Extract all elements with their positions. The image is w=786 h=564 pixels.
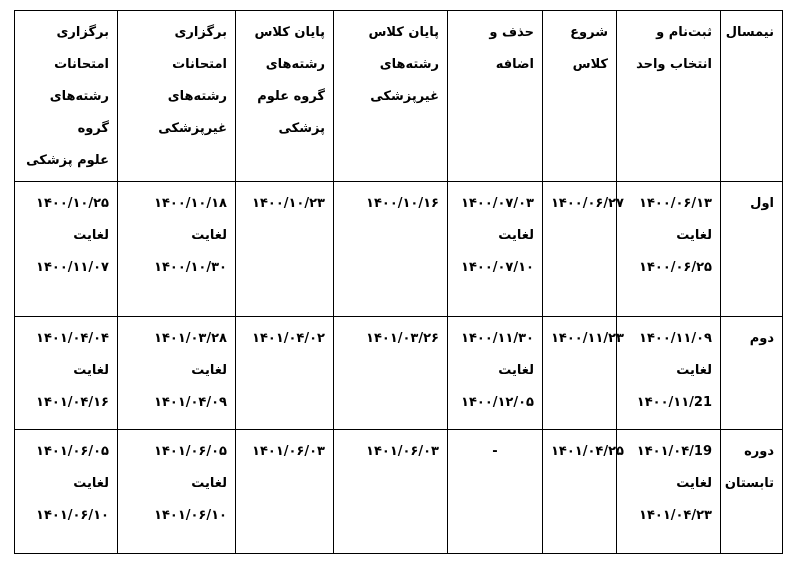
cell-line: ۱۴۰۰/۰۶/۲۷ — [551, 196, 624, 211]
cell-line: ۱۴۰۱/۰۶/۰۵ لغایت — [154, 444, 227, 491]
cell-line: ۱۴۰۱/۰۴/۰۴ — [36, 331, 109, 346]
header-end-nonmedical-line: پایان کلاس — [368, 25, 439, 40]
cell-line: ۱۴۰۰/۱۰/۳۰ — [154, 260, 227, 275]
cell-line: ۱۴۰۱/۰۴/۱۶ — [36, 395, 109, 410]
cell-add-drop — [448, 430, 543, 554]
cell-line: ۱۴۰۱/۰۶/۱۰ — [154, 508, 227, 523]
header-end-nonmedical-line: رشته‌های — [379, 57, 439, 72]
cell-exams-nonmedical — [118, 430, 236, 554]
header-class-start — [543, 11, 617, 182]
cell-line: دوره — [744, 444, 774, 459]
cell-end-medical — [236, 430, 334, 554]
header-end-medical — [236, 11, 334, 182]
cell-line: ۱۴۰۰/۱۰/۲۵ — [36, 196, 109, 211]
cell-line: ۱۴۰۰/۰۶/۱۳ — [639, 196, 712, 211]
cell-line: ۱۴۰۱/۰۶/۰۳ — [366, 444, 439, 459]
cell-line: لغایت — [676, 363, 712, 378]
header-registration — [617, 11, 721, 182]
header-class-start-line: شروع — [570, 25, 608, 40]
header-exams-nonmedical-line: برگزاری امتحانات — [172, 25, 227, 72]
cell-line: ۱۴۰۰/۱۱/۰۷ — [36, 260, 109, 275]
cell-line: ۱۴۰۰/۰۶/۲۵ — [639, 260, 712, 275]
cell-line: لغایت — [73, 476, 109, 491]
cell-line: ۱۴۰۱/۰۳/۲۶ — [366, 331, 439, 346]
cell-line: ۱۴۰۱/۰۴/۰۲ — [252, 331, 325, 346]
table-row — [15, 317, 783, 430]
header-end-medical-line: رشته‌های — [265, 57, 325, 72]
cell-line: ۱۴۰۰/۱۱/۳۰ — [461, 331, 534, 346]
cell-line: ۱۴۰۰/۱۱/۲۳ — [551, 331, 624, 346]
cell-line: ۱۴۰۱/۰۴/۲۳ — [639, 508, 712, 523]
header-exams-medical-line: امتحانات — [54, 57, 109, 72]
cell-exams-nonmedical — [118, 182, 236, 317]
header-add-drop-line: اضافه — [495, 57, 534, 72]
cell-exams-medical — [15, 317, 118, 430]
cell-line: ۱۴۰۱/۰۳/۲۸ لغایت — [154, 331, 227, 378]
table-row — [15, 182, 783, 317]
cell-line: لغایت — [73, 228, 109, 243]
cell-line: ۱۴۰۰/۱۰/۲۳ — [252, 196, 325, 211]
header-registration-line: ثبت‌نام و — [656, 25, 712, 40]
header-end-nonmedical — [334, 11, 448, 182]
header-add-drop — [448, 11, 543, 182]
cell-line: لغایت — [498, 228, 534, 243]
cell-exams-nonmedical — [118, 317, 236, 430]
cell-line: ۱۴۰۰/۱۱/21 — [636, 395, 712, 410]
cell-semester — [721, 317, 783, 430]
table-row — [15, 430, 783, 554]
header-semester-line: نیمسال — [725, 25, 774, 40]
cell-line: ۱۴۰۱/۰۴/19 — [636, 444, 712, 459]
header-exams-nonmedical — [118, 11, 236, 182]
cell-line: ۱۴۰۱/۰۶/۱۰ — [36, 508, 109, 523]
cell-registration — [617, 317, 721, 430]
cell-registration — [617, 430, 721, 554]
cell-end-nonmedical — [334, 317, 448, 430]
header-registration-line: انتخاب واحد — [636, 57, 712, 72]
cell-line: ۱۴۰۰/۱۲/۰۵ — [461, 395, 534, 410]
header-exams-nonmedical-line: غیرپزشکی — [158, 121, 227, 136]
header-end-medical-line: گروه علوم — [257, 89, 325, 104]
academic-calendar-table — [14, 10, 783, 554]
cell-exams-medical — [15, 182, 118, 317]
header-exams-medical — [15, 11, 118, 182]
cell-line: ۱۴۰۱/۰۴/۲۵ — [551, 444, 624, 459]
cell-line: اول — [750, 196, 774, 211]
cell-line: ۱۴۰۱/۰۶/۰۳ — [252, 444, 325, 459]
table-header-row — [15, 11, 783, 182]
cell-line: لغایت — [73, 363, 109, 378]
cell-line: لغایت — [676, 228, 712, 243]
cell-end-nonmedical — [334, 182, 448, 317]
cell-line: ۱۴۰۱/۰۶/۰۵ — [36, 444, 109, 459]
cell-line: لغایت — [498, 363, 534, 378]
cell-line: - — [492, 444, 498, 459]
cell-line: لغایت — [676, 476, 712, 491]
cell-end-nonmedical — [334, 430, 448, 554]
cell-add-drop — [448, 317, 543, 430]
header-exams-medical-line: برگزاری — [56, 25, 109, 40]
cell-line: ۱۴۰۰/۱۰/۱۸ لغایت — [154, 196, 227, 243]
cell-line: ۱۴۰۱/۰۴/۰۹ — [154, 395, 227, 410]
cell-exams-medical — [15, 430, 118, 554]
cell-class-start — [543, 430, 624, 554]
cell-line: ۱۴۰۰/۰۷/۰۳ — [461, 196, 534, 211]
header-end-nonmedical-line: غیرپزشکی — [370, 89, 439, 104]
cell-class-start — [543, 317, 624, 430]
cell-semester — [721, 430, 783, 554]
cell-line: دوم — [749, 331, 774, 346]
cell-line: ۱۴۰۰/۱۱/۰۹ — [639, 331, 712, 346]
cell-add-drop — [448, 182, 543, 317]
cell-semester — [721, 182, 783, 317]
header-exams-nonmedical-line: رشته‌های — [167, 89, 227, 104]
cell-registration — [617, 182, 721, 317]
cell-class-start — [543, 182, 624, 317]
header-class-start-line: کلاس — [572, 57, 608, 72]
cell-line: ۱۴۰۰/۱۰/۱۶ — [366, 196, 439, 211]
cell-line: تابستان — [724, 476, 774, 491]
header-semester — [721, 11, 783, 182]
cell-end-medical — [236, 182, 334, 317]
header-exams-medical-line: علوم پزشکی — [26, 153, 109, 168]
header-exams-medical-line: رشته‌های گروه — [49, 89, 109, 136]
cell-line: ۱۴۰۰/۰۷/۱۰ — [461, 260, 534, 275]
cell-end-medical — [236, 317, 334, 430]
header-end-medical-line: پزشکی — [278, 121, 325, 136]
header-end-medical-line: پایان کلاس — [254, 25, 325, 40]
header-add-drop-line: حذف و — [489, 25, 534, 40]
